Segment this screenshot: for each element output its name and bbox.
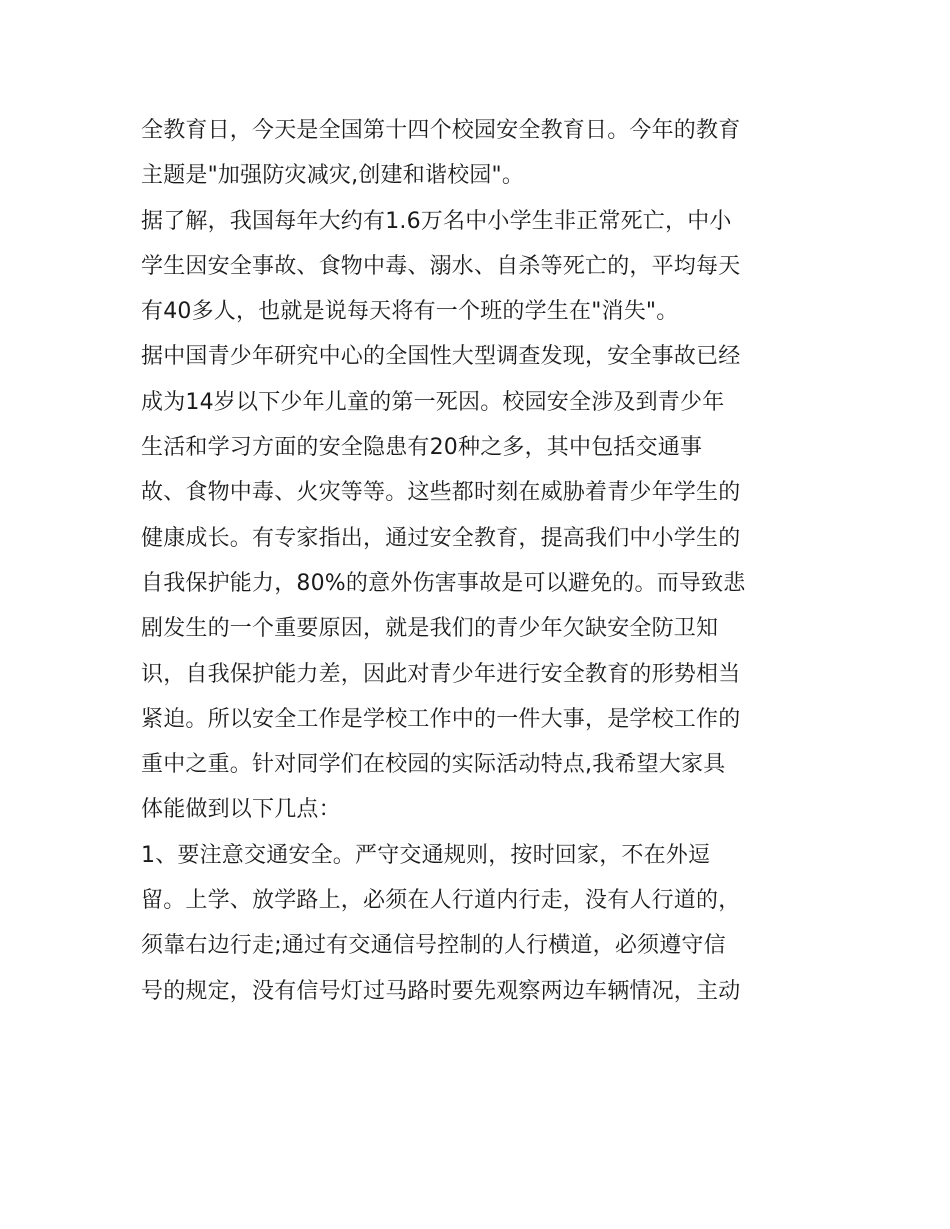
text-line: 主题是"加强防灾减灾,创建和谐校园"。 (141, 163, 525, 189)
document-body (141, 108, 841, 1014)
text-line: 成为14岁以下少年儿童的第一死因。校园安全涉及到青少年 (141, 389, 725, 415)
text-line: 须靠右边行走;通过有交通信号控制的人行横道，必须遵守信 (141, 933, 726, 959)
text-line: 故、食物中毒、火灾等等。这些都时刻在威胁着青少年学生的 (141, 480, 741, 506)
text-line: 健康成长。有专家指出，通过安全教育，提高我们中小学生的 (141, 525, 741, 551)
text-line: 剧发生的一个重要原因，就是我们的青少年欠缺安全防卫知 (141, 616, 719, 642)
text-line: 紧迫。所以安全工作是学校工作中的一件大事，是学校工作的 (141, 706, 741, 732)
text-line: 学生因安全事故、食物中毒、溺水、自杀等死亡的，平均每天 (141, 253, 741, 279)
text-line: 据了解，我国每年大约有1.6万名中小学生非正常死亡，中小 (141, 208, 732, 234)
text-line: 体能做到以下几点： (141, 797, 341, 823)
text-line: 据中国青少年研究中心的全国性大型调查发现，安全事故已经 (141, 344, 741, 370)
text-line: 1、要注意交通安全。严守交通规则，按时回家，不在外逗 (141, 842, 711, 868)
text-line: 有40多人，也就是说每天将有一个班的学生在"消失"。 (141, 299, 679, 325)
text-line: 生活和学习方面的安全隐患有20种之多，其中包括交通事 (141, 435, 703, 461)
text-line: 识，自我保护能力差，因此对青少年进行安全教育的形势相当 (141, 661, 741, 687)
text-line: 重中之重。针对同学们在校园的实际活动特点,我希望大家具 (141, 752, 726, 778)
text-line: 自我保护能力，80%的意外伤害事故是可以避免的。而导致悲 (141, 570, 746, 596)
text-line: 留。上学、放学路上，必须在人行道内行走，没有人行道的， (141, 888, 741, 914)
text-line: 号的规定，没有信号灯过马路时要先观察两边车辆情况，主动 (141, 978, 741, 1004)
text-line: 全教育日，今天是全国第十四个校园安全教育日。今年的教育 (141, 118, 741, 143)
